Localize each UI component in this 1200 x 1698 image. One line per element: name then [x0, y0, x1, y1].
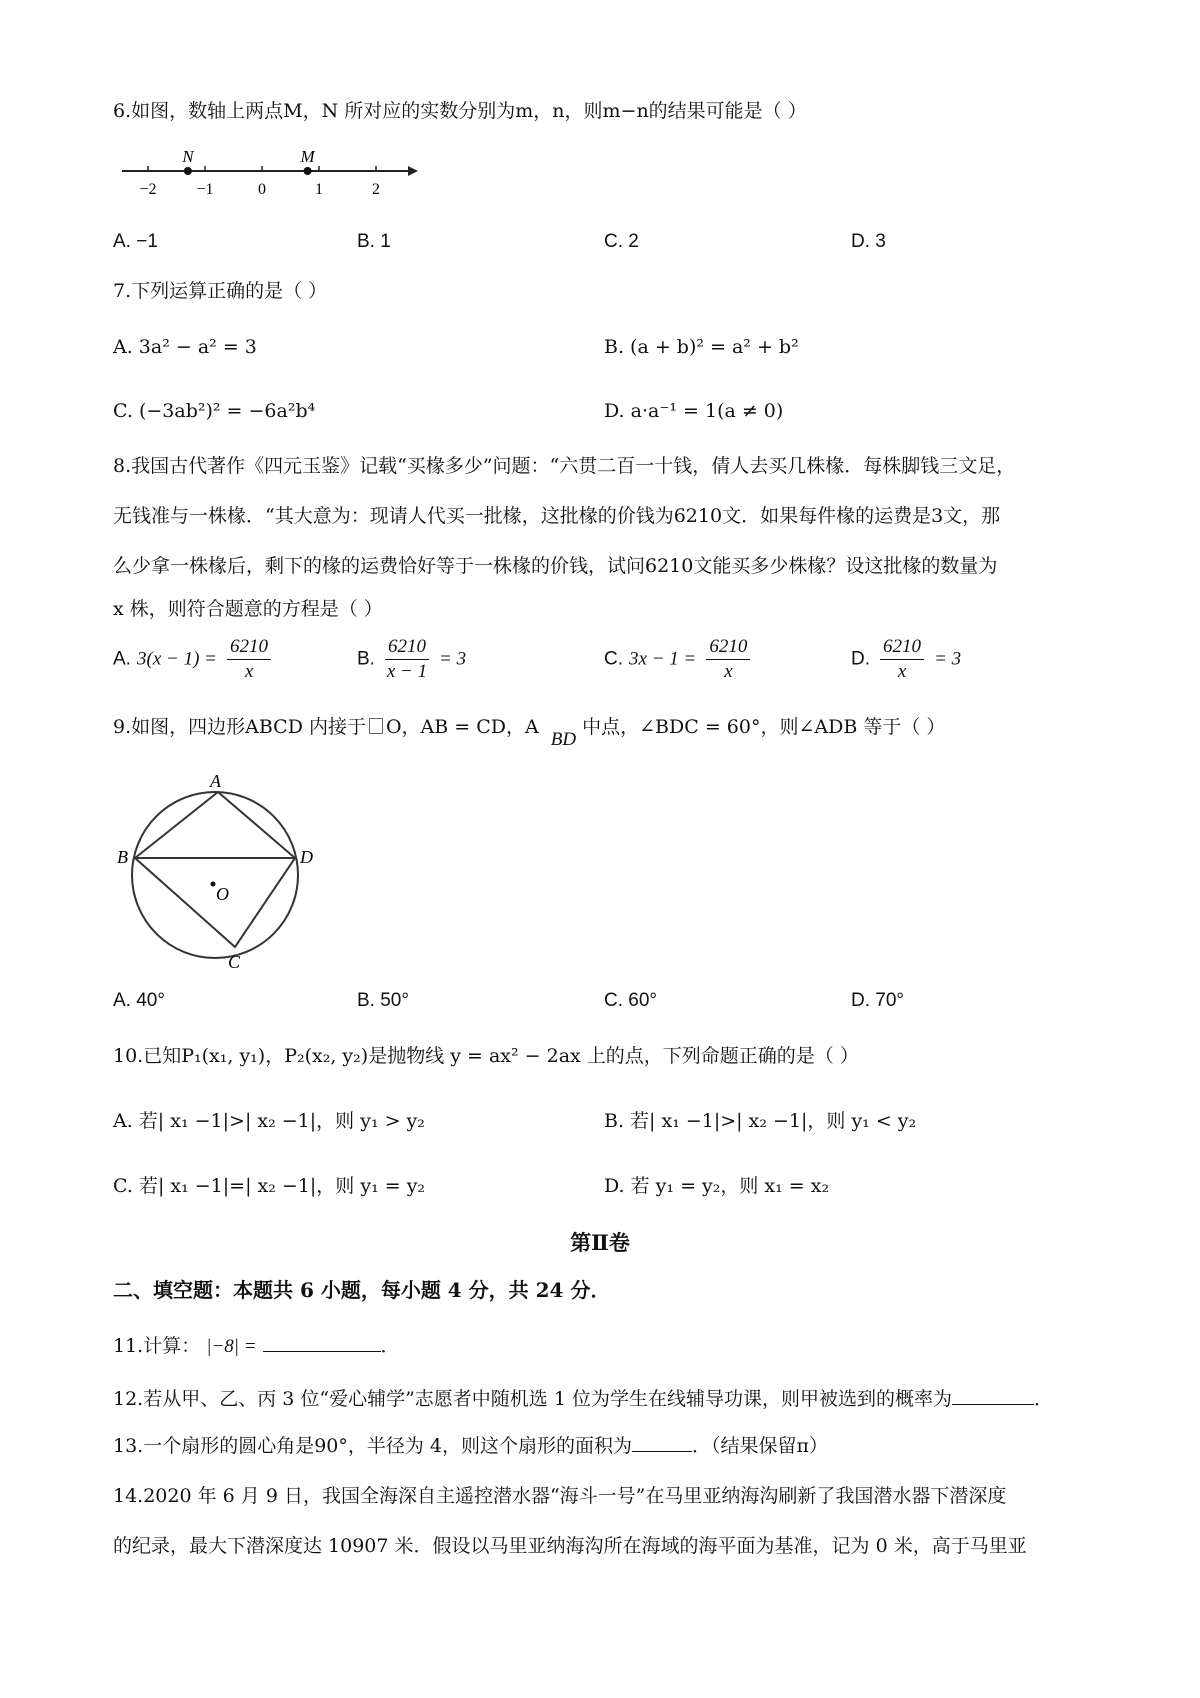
point-n: [184, 167, 192, 175]
label-o: O: [216, 884, 229, 904]
q8-option-d: D. $\frac{6210}{x}$ = 3: [851, 636, 962, 682]
q9-option-c: C. 60°: [604, 990, 658, 1011]
q9-option-b: B. 50°: [357, 990, 409, 1011]
q14-line-2: 的纪录，最大下潜深度达 10907 米．假设以马里亚纳海沟所在海域的海平面为基准，记为 0 米，高于马里亚: [113, 1535, 1027, 1557]
q9-stem: 9.如图，四边形ABCD 内接于 O，AB = CD，A BD中点，∠BDC = 60°，则∠ADB 等于（ ）: [113, 716, 946, 750]
circle-o: [132, 792, 298, 958]
center-dot: [211, 882, 216, 887]
q8-line-2: 无钱准与一株椽．“其大意为：现请人代买一批椽，这批椽的价钱为6210文．如果每件椽的运费是3文，那: [113, 505, 1001, 527]
q6-option-c: C. 2: [604, 231, 639, 252]
quadrilateral-abcd: [135, 792, 295, 947]
q7-option-c: C. (−3ab²)² = −6a²b⁴: [113, 400, 316, 422]
circle-symbol-box: [369, 718, 383, 734]
point-m: [304, 167, 312, 175]
q8-option-a: A. 3(x − 1) = $\frac{6210}{x}$: [113, 635, 275, 684]
q12-answer-blank: [952, 1386, 1034, 1405]
label-d: D: [300, 847, 313, 867]
q11: 11.计算： |−8| = ．: [113, 1335, 400, 1357]
q7-option-a: A. 3a² − a² = 3: [113, 336, 257, 358]
q10-option-b: B. 若| x₁ −1|>| x₂ −1|，则 y₁ < y₂: [604, 1110, 917, 1132]
tick-label: 0: [258, 181, 266, 198]
label-c: C: [228, 952, 241, 970]
q9-circle-figure: [110, 770, 330, 970]
q10-option-a: A. 若| x₁ −1|>| x₂ −1|，则 y₁ > y₂: [113, 1110, 425, 1132]
q10-option-c: C. 若| x₁ −1|=| x₂ −1|，则 y₁ = y₂: [113, 1175, 426, 1197]
q13-answer-blank: [632, 1433, 692, 1452]
q8-line-3: 么少拿一株椽后，剩下的椽的运费恰好等于一株椽的价钱，试问6210文能买多少株椽？设这批椽的数量为: [113, 555, 998, 577]
part-2-title: 第Ⅱ卷: [570, 1230, 630, 1255]
q7-option-d: D. a·a⁻¹ = 1(a ≠ 0): [604, 400, 784, 422]
tick-label: 2: [372, 181, 380, 198]
q8-option-b: B. $\frac{6210}{x - 1}$ = 3: [357, 636, 467, 682]
q6-option-b: B. 1: [357, 231, 391, 252]
tick-label: 1: [315, 181, 323, 198]
q7-stem: 7.下列运算正确的是（ ）: [113, 280, 328, 302]
label-a: A: [210, 771, 221, 791]
q9-option-a: A. 40°: [113, 990, 165, 1011]
q6-number-line: [112, 148, 422, 208]
q7-option-b: B. (a + b)² = a² + b²: [604, 336, 799, 358]
arc-bd: BD: [550, 729, 577, 750]
tick-label: −2: [139, 181, 157, 198]
section-fill-in-title: 二、填空题：本题共 6 小题，每小题 4 分，共 24 分．: [113, 1278, 611, 1302]
q10-option-d: D. 若 y₁ = y₂，则 x₁ = x₂: [604, 1175, 830, 1197]
q14-line-1: 14.2020 年 6 月 9 日，我国全海深自主遥控潜水器“海斗一号”在马里亚纳海沟刷新了我国潜水器下潜深度: [113, 1485, 1007, 1507]
q13: 13.一个扇形的圆心角是90°，半径为 4，则这个扇形的面积为 ．（结果保留π）: [113, 1435, 829, 1457]
q12: 12.若从甲、乙、丙 3 位“爱心辅学”志愿者中随机选 1 位为学生在线辅导功课，则甲被选到的概率为 ．: [113, 1388, 1053, 1410]
q6-stem: 6.如图，数轴上两点M，N 所对应的实数分别为m，n，则m−n的结果可能是（ ）: [113, 100, 807, 122]
q6-option-d: D. 3: [851, 231, 886, 252]
tick-label: −1: [196, 181, 214, 198]
q9-option-d: D. 70°: [851, 990, 905, 1011]
q10-stem: 10.已知P₁(x₁, y₁)，P₂(x₂, y₂)是抛物线 y = ax² − 2ax 上的点，下列命题正确的是（ ）: [113, 1045, 859, 1067]
q8-line-4: x 株，则符合题意的方程是（ ）: [113, 598, 383, 620]
point-label-m: M: [300, 148, 315, 166]
point-label-n: N: [182, 148, 194, 166]
q11-answer-blank: [263, 1333, 381, 1352]
q8-line-1: 8.我国古代著作《四元玉鉴》记载“买椽多少”问题：“六贯二百一十钱，倩人去买几株椽．每株脚钱三文足，: [113, 455, 1016, 477]
q6-option-a: A. −1: [113, 231, 158, 252]
axis-arrow: [408, 166, 418, 176]
q8-option-c: C. 3x − 1 = $\frac{6210}{x}$: [604, 635, 754, 684]
label-b: B: [117, 847, 128, 867]
